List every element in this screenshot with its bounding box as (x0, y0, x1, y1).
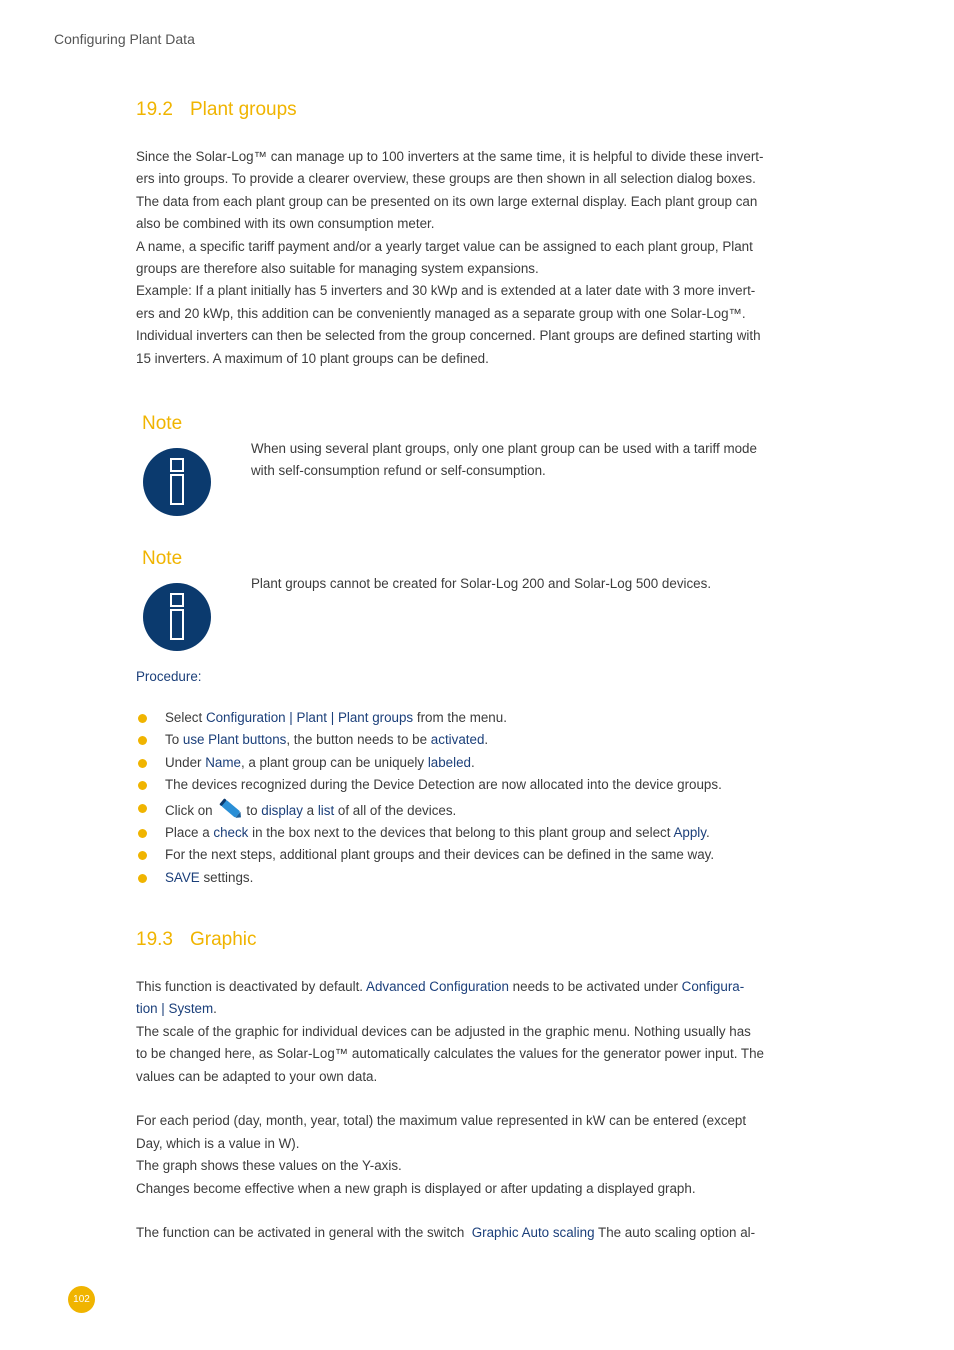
note-text (251, 573, 851, 595)
list-item (136, 729, 860, 751)
procedure-label: Procedure: (136, 669, 202, 684)
section-number: 19.2 (136, 99, 173, 120)
body-line: Since the Solar-Log™ can manage up to 100 inverters at the same time, it is helpful to divide these invert- (136, 149, 764, 164)
step-text: a (302, 802, 318, 818)
bullet-icon (138, 781, 147, 790)
step-text: . (471, 754, 475, 770)
body-line: also be combined with its own consumption meter. (136, 216, 435, 232)
bullet-icon (138, 759, 147, 768)
note-line: with self-consumption refund or self-consumption. (251, 463, 546, 479)
step-text: Place a (165, 825, 214, 841)
list-item (136, 752, 860, 774)
plant-groups-body (136, 146, 860, 370)
bullet-icon (138, 851, 147, 860)
body-line: The data from each plant group can be presented on its own large external display. Each plant group can (136, 193, 758, 209)
body-line: to be changed here, as Solar-Log™ automatically calculates the values for the generator power input. The (136, 1046, 764, 1062)
body-line: The scale of the graphic for individual devices can be adjusted in the graphic menu. Nothing usually has (136, 1023, 751, 1039)
body-line: For each period (day, month, year, total) the maximum value represented in kW can be entered (except (136, 1113, 747, 1129)
section-heading: Graphic (190, 929, 257, 950)
bullet-icon (138, 874, 147, 883)
list-item (136, 707, 860, 729)
note-text (251, 438, 851, 483)
step-text: . (484, 732, 489, 748)
step-text: to (246, 802, 262, 818)
body-line: Individual inverters can then be selected from the group concerned. Plant groups are defined starting with (136, 328, 761, 344)
page-number-badge: 102 (68, 1286, 95, 1313)
ui-term: list (317, 802, 335, 818)
ui-term: labeled (427, 754, 471, 770)
bullet-icon (138, 714, 147, 723)
step-text: , the button needs to be (286, 732, 431, 748)
bullet-icon (138, 736, 147, 745)
list-item (136, 797, 860, 822)
body-line: Changes become effective when a new graph is displayed or after updating a displayed graph. (136, 1180, 696, 1196)
body-line: tion | System. (136, 1001, 217, 1017)
section-heading: Plant groups (190, 99, 297, 120)
body-line: This function is deactivated by default. Advanced Configuration needs to be activated under Configura- (136, 979, 745, 994)
step-text: Click on (165, 802, 217, 818)
body-line: groups are therefore also suitable for managing system expansions. (136, 261, 539, 277)
bullet-icon (138, 829, 147, 838)
step-text: settings. (199, 869, 254, 885)
body-line: Day, which is a value in W). (136, 1135, 300, 1151)
ui-term: SAVE (165, 869, 200, 885)
body-line: A name, a specific tariff payment and/or a yearly target value can be assigned to each plant group, Plant (136, 238, 753, 254)
note-title: Note (142, 413, 183, 434)
note-line: When using several plant groups, only one plant group can be used with a tariff mode (251, 441, 757, 456)
body-line: 15 inverters. A maximum of 10 plant groups can be defined. (136, 350, 489, 366)
body-line: ers and 20 kWp, this addition can be conveniently managed as a separate group with one Solar-Log™. (136, 305, 746, 321)
ui-term: display (261, 802, 303, 818)
list-item (136, 844, 860, 866)
step-text: Select (165, 710, 206, 725)
section-title-graphic (136, 929, 257, 951)
step-text: To (165, 732, 183, 748)
running-header: Configuring Plant Data (54, 31, 195, 47)
info-icon (142, 447, 212, 517)
step-text: , a plant group can be uniquely (240, 754, 428, 770)
list-item (136, 867, 860, 889)
list-item (136, 822, 860, 844)
ui-term: check (213, 825, 249, 841)
body-line: values can be adapted to your own data. (136, 1068, 378, 1084)
body-line: ers into groups. To provide a clearer overview, these groups are then shown in all selection dialog boxes. (136, 171, 756, 187)
step-text: in the box next to the devices that belong to this plant group and select (248, 825, 674, 841)
ui-term: use Plant buttons (182, 732, 287, 748)
step-text: from the menu. (413, 710, 507, 725)
section-title-plant-groups (136, 99, 297, 121)
list-item (136, 774, 860, 796)
body-line: Example: If a plant initially has 5 inverters and 30 kWp and is extended at a later date with 3 more invert- (136, 283, 756, 299)
ui-term: activated (430, 732, 485, 748)
body-line: The function can be activated in general with the switch Graphic Auto scaling The auto scaling option al- (136, 1225, 756, 1241)
section-number: 19.3 (136, 929, 173, 950)
step-text: The devices recognized during the Device Detection are now allocated into the device groups. (165, 777, 722, 793)
info-icon (142, 582, 212, 652)
menu-path: Configuration | Plant | Plant groups (205, 710, 414, 725)
ui-term: Apply (673, 825, 706, 841)
note-line: Plant groups cannot be created for Solar-Log 200 and Solar-Log 500 devices. (251, 576, 712, 591)
procedure-steps (136, 707, 860, 889)
note-title: Note (142, 548, 183, 569)
step-text: . (705, 825, 710, 841)
step-text: For the next steps, additional plant groups and their devices can be defined in the same way. (165, 847, 715, 863)
ui-term: Name (205, 754, 241, 770)
step-text: of all of the devices. (334, 802, 457, 818)
bullet-icon (138, 804, 147, 813)
step-text: Under (165, 754, 206, 770)
pencil-icon (218, 797, 244, 821)
body-line: The graph shows these values on the Y-axis. (136, 1158, 402, 1174)
graphic-body (136, 976, 860, 1245)
